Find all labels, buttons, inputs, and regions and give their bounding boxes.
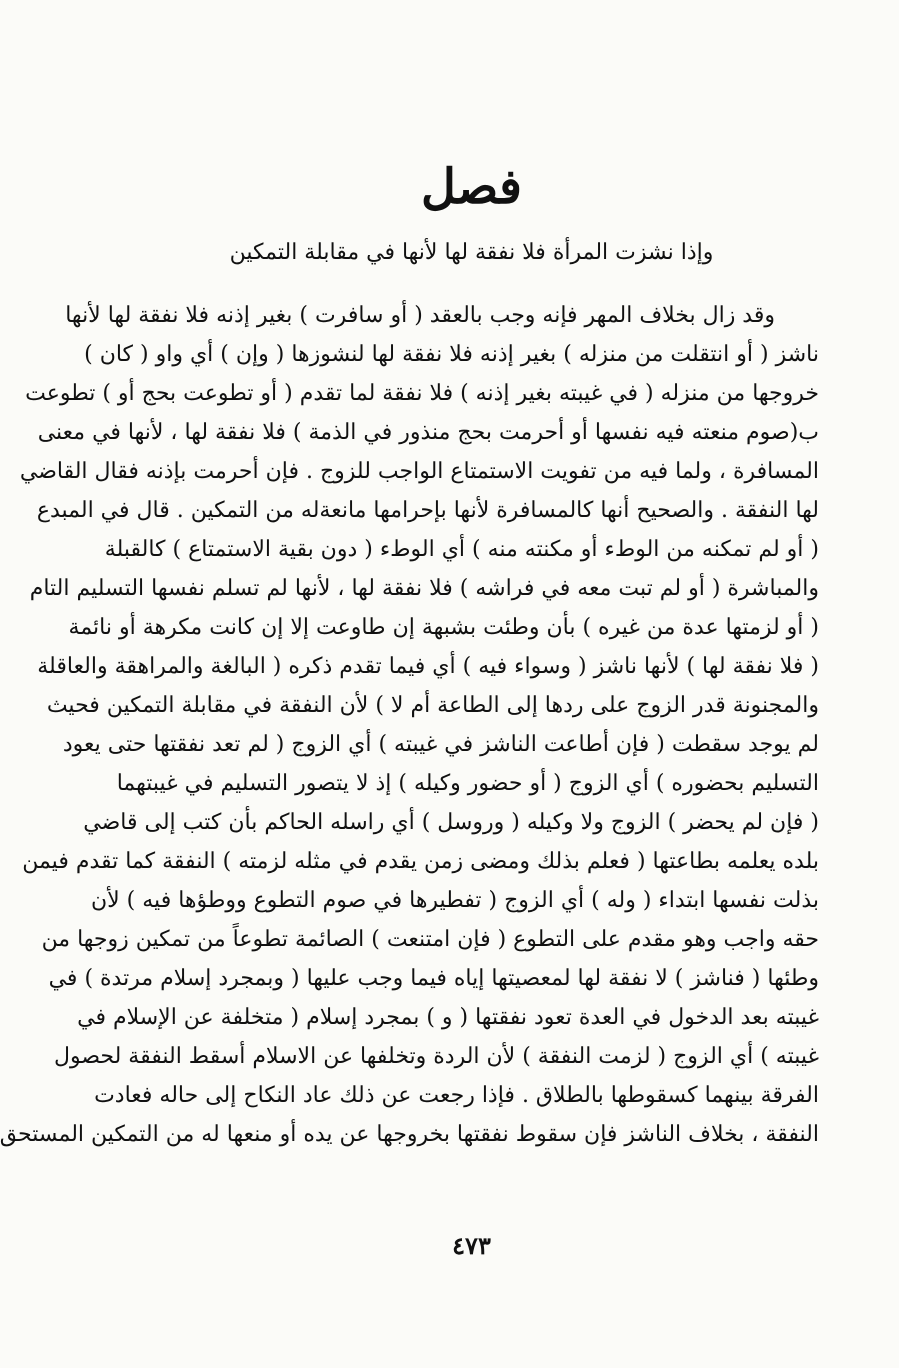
text-line: ( فإن لم يحضر ) الزوج ولا وكيله ( وروسل ) أي راسله الحاكم بأن كتب إلى قاضي [83, 810, 819, 835]
text-line: المسافرة ، ولما فيه من تفويت الاستمتاع الواجب للزوج . فإن أحرمت بإذنه فقال القاضي [19, 459, 819, 484]
text-line: ( أو لم تمكنه من الوطء أو مكنته منه ) أي الوطء ( دون بقية الاستمتاع ) كالقبلة [104, 537, 819, 562]
text-line: حقه واجب وهو مقدم على التطوع ( فإن امتنعت ) الصائمة تطوعاً من تمكين زوجها من [41, 927, 819, 952]
text-line: والمجنونة قدر الزوج على ردها إلى الطاعة أم لا ) لأن النفقة في مقابلة التمكين فحيث [46, 693, 819, 718]
text-line: وقد زال بخلاف المهر فإنه وجب بالعقد ( أو سافرت ) بغير إذنه فلا نفقة لها لأنها [65, 303, 775, 328]
text-line: ( أو لزمتها عدة من غيره ) بأن وطئت بشبهة إن طاوعت إلا إن كانت مكرهة أو نائمة [68, 615, 819, 640]
text-line: والمباشرة ( أو لم تبت معه في فراشه ) فلا نفقة لها ، لأنها لم تسلم نفسها التسليم التام [29, 576, 819, 601]
section-heading: فصل [421, 159, 522, 215]
section-subtitle: وإذا نشزت المرأة فلا نفقة لها لأنها في مقابلة التمكين [229, 240, 714, 265]
text-line: الفرقة بينهما كسقوطها بالطلاق . فإذا رجعت عن ذلك عاد النكاح إلى حاله فعادت [94, 1083, 819, 1108]
text-line: ( فلا نفقة لها ) لأنها ناشز ( وسواء فيه ) أي فيما تقدم ذكره ( البالغة والمراهقة والعاقلة [37, 654, 819, 679]
text-line: لم يوجد سقطت ( فإن أطاعت الناشز في غيبته ) أي الزوج ( لم تعد نفقتها حتى يعود [62, 732, 819, 757]
text-line: غيبته ) أي الزوج ( لزمت النفقة ) لأن الردة وتخلفها عن الاسلام أسقط النفقة لحصول [53, 1044, 819, 1069]
text-line: لها النفقة . والصحيح أنها كالمسافرة لأنها بإحرامها مانعةله من التمكين . قال في المبدع [36, 498, 819, 523]
text-line: التسليم بحضوره ) أي الزوج ( أو حضور وكيله ) إذ لا يتصور التسليم في غيبتهما [116, 771, 819, 796]
page-number: ٤٧٣ [452, 1231, 491, 1260]
text-line: النفقة ، بخلاف الناشز فإن سقوط نفقتها بخروجها عن يده أو منعها له من التمكين المستحق [0, 1122, 819, 1147]
text-line: ب(صوم منعته فيه نفسها أو أحرمت بحج منذور في الذمة ) فلا نفقة لها ، لأنها في معنى [37, 420, 819, 445]
text-line: ناشز ( أو انتقلت من منزله ) بغير إذنه فلا نفقة لها لنشوزها ( وإن ) أي واو ( كان ) [84, 342, 819, 367]
text-line: خروجها من منزله ( في غيبته بغير إذنه ) فلا نفقة لما تقدم ( أو تطوعت بحج أو ) تطوعت [25, 381, 819, 406]
text-line: بلده يعلمه بطاعتها ( فعلم بذلك ومضى زمن يقدم في مثله لزمته ) النفقة كما تقدم فيمن [22, 849, 819, 874]
body-text [0, 296, 819, 1154]
text-line: غيبته بعد الدخول في العدة تعود نفقتها ( و ) بمجرد إسلام ( متخلفة عن الإسلام في [77, 1005, 819, 1030]
text-line: بذلت نفسها ابتداء ( وله ) أي الزوج ( تفطيرها في صوم التطوع ووطؤها فيه ) لأن [90, 888, 819, 913]
text-line: وطئها ( فناشز ) لا نفقة لها لمعصيتها إياه فيما وجب عليها ( وبمجرد إسلام مرتدة ) في [48, 966, 819, 991]
